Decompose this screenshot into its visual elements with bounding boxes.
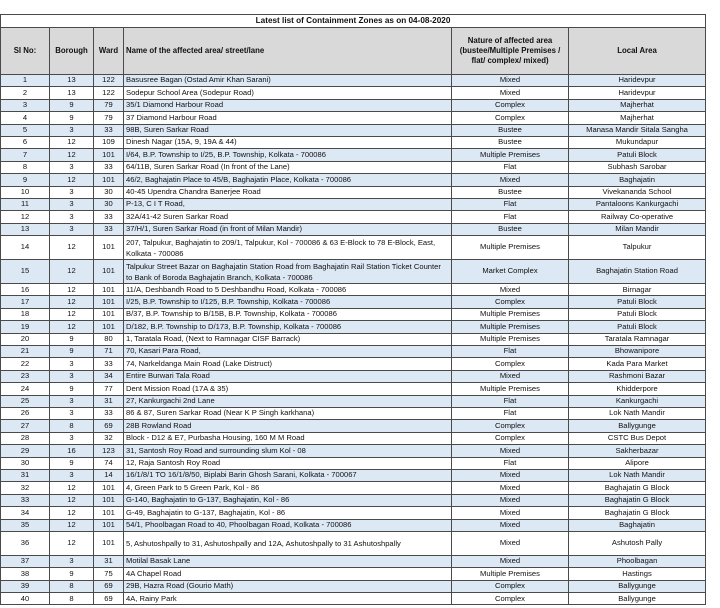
cell-nature: Mixed (452, 555, 569, 567)
cell-sl-no: 2 (1, 87, 50, 99)
cell-ward: 123 (94, 445, 124, 457)
table-row (1, 457, 706, 469)
cell-nature: Complex (452, 358, 569, 370)
cell-nature: Bustee (452, 136, 569, 148)
containment-zone-table (0, 14, 706, 605)
cell-borough: 9 (50, 346, 94, 358)
cell-ward: 33 (94, 358, 124, 370)
table-row (1, 236, 706, 260)
cell-sl-no: 23 (1, 370, 50, 382)
cell-sl-no: 28 (1, 432, 50, 444)
cell-nature: Multiple Premises (452, 236, 569, 260)
cell-local-area: Milan Mandir (569, 223, 706, 235)
cell-borough: 3 (50, 223, 94, 235)
cell-ward: 75 (94, 568, 124, 580)
table-row (1, 383, 706, 395)
cell-sl-no: 20 (1, 333, 50, 345)
cell-sl-no: 13 (1, 223, 50, 235)
cell-area: 40-45 Upendra Chandra Banerjee Road (124, 186, 452, 198)
cell-ward: 34 (94, 370, 124, 382)
cell-nature: Flat (452, 198, 569, 210)
cell-local-area: Majherhat (569, 99, 706, 111)
cell-nature: Mixed (452, 507, 569, 519)
cell-area: 74, Narkeldanga Main Road (Lake Distruct) (124, 358, 452, 370)
cell-borough: 12 (50, 482, 94, 494)
header-ward: Ward (94, 28, 124, 75)
cell-sl-no: 21 (1, 346, 50, 358)
table-row (1, 519, 706, 531)
cell-local-area: Haridevpur (569, 87, 706, 99)
cell-ward: 33 (94, 223, 124, 235)
cell-nature: Complex (452, 432, 569, 444)
cell-area: 207, Talpukur, Baghajatin to 209/1, Talpukur, Kol - 700086 & 63 E-Block to 78 E-Block, East, Kolkata - 700086 (124, 236, 452, 260)
cell-ward: 30 (94, 198, 124, 210)
cell-local-area: Birnagar (569, 284, 706, 296)
cell-area: 70, Kasari Para Road, (124, 346, 452, 358)
cell-sl-no: 38 (1, 568, 50, 580)
cell-local-area: Bhowanipore (569, 346, 706, 358)
cell-sl-no: 40 (1, 593, 50, 605)
table-row (1, 124, 706, 136)
cell-borough: 3 (50, 370, 94, 382)
cell-nature: Flat (452, 457, 569, 469)
cell-ward: 101 (94, 284, 124, 296)
cell-borough: 3 (50, 211, 94, 223)
table-row (1, 99, 706, 111)
cell-area: 11/A, Deshbandh Road to 5 Deshbandhu Road, Kolkata - 700086 (124, 284, 452, 296)
cell-borough: 3 (50, 161, 94, 173)
cell-nature: Bustee (452, 186, 569, 198)
cell-sl-no: 7 (1, 149, 50, 161)
cell-sl-no: 32 (1, 482, 50, 494)
table-row (1, 432, 706, 444)
cell-borough: 3 (50, 432, 94, 444)
cell-borough: 8 (50, 593, 94, 605)
cell-ward: 69 (94, 593, 124, 605)
cell-borough: 9 (50, 383, 94, 395)
cell-borough: 12 (50, 236, 94, 260)
cell-borough: 3 (50, 198, 94, 210)
cell-nature: Complex (452, 593, 569, 605)
cell-sl-no: 39 (1, 580, 50, 592)
header-local-area: Local Area (569, 28, 706, 75)
table-row (1, 87, 706, 99)
cell-ward: 101 (94, 260, 124, 284)
table-row (1, 469, 706, 481)
cell-area: Sodepur School Area (Sodepur Road) (124, 87, 452, 99)
table-row (1, 211, 706, 223)
cell-borough: 9 (50, 568, 94, 580)
cell-nature: Mixed (452, 284, 569, 296)
cell-ward: 122 (94, 87, 124, 99)
cell-area: 12, Raja Santosh Roy Road (124, 457, 452, 469)
cell-ward: 14 (94, 469, 124, 481)
header-row (1, 28, 706, 75)
cell-local-area: Baghajatin Station Road (569, 260, 706, 284)
cell-ward: 30 (94, 186, 124, 198)
cell-ward: 31 (94, 555, 124, 567)
table-row (1, 296, 706, 308)
cell-borough: 9 (50, 333, 94, 345)
cell-local-area: Talpukur (569, 236, 706, 260)
cell-nature: Complex (452, 99, 569, 111)
cell-area: 46/2, Baghajatin Place to 45/B, Baghajatin Place, Kolkata - 700086 (124, 174, 452, 186)
cell-local-area: Baghajatin G Block (569, 494, 706, 506)
cell-area: Motilal Basak Lane (124, 555, 452, 567)
cell-borough: 3 (50, 186, 94, 198)
cell-local-area: Subhash Sarobar (569, 161, 706, 173)
cell-nature: Mixed (452, 469, 569, 481)
cell-local-area: Taratala Ramnagar (569, 333, 706, 345)
cell-area: I/64, B.P. Township to I/25, B.P. Township, Kolkata - 700086 (124, 149, 452, 161)
table-row (1, 580, 706, 592)
cell-nature: Complex (452, 112, 569, 124)
table-row (1, 482, 706, 494)
table-row (1, 494, 706, 506)
cell-nature: Mixed (452, 174, 569, 186)
table-row (1, 531, 706, 555)
cell-sl-no: 27 (1, 420, 50, 432)
cell-area: 86 & 87, Suren Sarkar Road (Near K P Singh karkhana) (124, 407, 452, 419)
cell-sl-no: 6 (1, 136, 50, 148)
cell-area: 31, Santosh Roy Road and surrounding slum Kol - 08 (124, 445, 452, 457)
cell-sl-no: 10 (1, 186, 50, 198)
cell-ward: 101 (94, 519, 124, 531)
cell-borough: 12 (50, 260, 94, 284)
cell-local-area: Ballygunge (569, 420, 706, 432)
cell-area: 27, Kankurgachi 2nd Lane (124, 395, 452, 407)
cell-ward: 101 (94, 236, 124, 260)
header-borough: Borough (50, 28, 94, 75)
cell-sl-no: 29 (1, 445, 50, 457)
cell-nature: Flat (452, 395, 569, 407)
table-row (1, 284, 706, 296)
cell-local-area: Lok Nath Mandir (569, 469, 706, 481)
cell-ward: 33 (94, 407, 124, 419)
cell-ward: 74 (94, 457, 124, 469)
cell-nature: Multiple Premises (452, 308, 569, 320)
cell-ward: 101 (94, 482, 124, 494)
cell-borough: 9 (50, 99, 94, 111)
cell-ward: 33 (94, 211, 124, 223)
cell-ward: 101 (94, 494, 124, 506)
cell-area: 4A, Rainy Park (124, 593, 452, 605)
table-row (1, 186, 706, 198)
cell-local-area: Baghajatin G Block (569, 507, 706, 519)
title-row (1, 15, 706, 28)
table-row (1, 346, 706, 358)
cell-area: 16/1/8/1 TO 16/1/8/50, Biplabi Barin Ghosh Sarani, Kolkata - 700067 (124, 469, 452, 481)
cell-ward: 32 (94, 432, 124, 444)
cell-nature: Flat (452, 211, 569, 223)
cell-area: 32A/41-42 Suren Sarkar Road (124, 211, 452, 223)
cell-local-area: Kankurgachi (569, 395, 706, 407)
cell-sl-no: 34 (1, 507, 50, 519)
cell-sl-no: 36 (1, 531, 50, 555)
cell-borough: 3 (50, 407, 94, 419)
cell-borough: 3 (50, 555, 94, 567)
cell-local-area: Lok Nath Mandir (569, 407, 706, 419)
cell-borough: 8 (50, 580, 94, 592)
table-row (1, 223, 706, 235)
cell-borough: 9 (50, 457, 94, 469)
cell-borough: 16 (50, 445, 94, 457)
cell-local-area: Ashutosh Pally (569, 531, 706, 555)
cell-borough: 12 (50, 296, 94, 308)
cell-local-area: Vivekananda School (569, 186, 706, 198)
cell-area: 4, Green Park to 5 Green Park, Kol - 86 (124, 482, 452, 494)
cell-area: Dinesh Nagar (15A, 9, 19A & 44) (124, 136, 452, 148)
cell-ward: 31 (94, 395, 124, 407)
cell-area: 54/1, Phoolbagan Road to 40, Phoolbagan Road, Kolkata - 700086 (124, 519, 452, 531)
cell-area: Dent Mission Road (17A & 35) (124, 383, 452, 395)
cell-local-area: CSTC Bus Depot (569, 432, 706, 444)
cell-area: 1, Taratala Road, (Next to Ramnagar CISF Barrack) (124, 333, 452, 345)
cell-nature: Flat (452, 407, 569, 419)
table-row (1, 420, 706, 432)
cell-nature: Flat (452, 161, 569, 173)
cell-borough: 12 (50, 507, 94, 519)
table-row (1, 321, 706, 333)
cell-nature: Complex (452, 580, 569, 592)
cell-borough: 12 (50, 174, 94, 186)
cell-ward: 101 (94, 321, 124, 333)
table-row (1, 555, 706, 567)
cell-local-area: Railway Co-operative (569, 211, 706, 223)
cell-ward: 79 (94, 99, 124, 111)
cell-sl-no: 17 (1, 296, 50, 308)
table-row (1, 593, 706, 605)
cell-nature: Market Complex (452, 260, 569, 284)
cell-ward: 80 (94, 333, 124, 345)
cell-borough: 13 (50, 87, 94, 99)
cell-nature: Complex (452, 296, 569, 308)
cell-local-area: Patuli Block (569, 149, 706, 161)
cell-local-area: Baghajatin (569, 174, 706, 186)
cell-local-area: Mukundapur (569, 136, 706, 148)
cell-borough: 8 (50, 420, 94, 432)
cell-sl-no: 11 (1, 198, 50, 210)
cell-area: 37/H/1, Suren Sarkar Road (in front of Milan Mandir) (124, 223, 452, 235)
cell-area: Talpukur Street Bazar on Baghajatin Station Road from Baghajatin Rail Station Ticket Counter to Bank of Boroda Baghajatin Branch, Kolkata - 700086 (124, 260, 452, 284)
cell-nature: Mixed (452, 75, 569, 87)
cell-ward: 101 (94, 296, 124, 308)
cell-sl-no: 12 (1, 211, 50, 223)
cell-borough: 3 (50, 469, 94, 481)
cell-sl-no: 24 (1, 383, 50, 395)
cell-borough: 12 (50, 284, 94, 296)
table-row (1, 161, 706, 173)
cell-borough: 3 (50, 358, 94, 370)
cell-local-area: Majherhat (569, 112, 706, 124)
cell-area: 64/11B, Suren Sarkar Road (In front of the Lane) (124, 161, 452, 173)
cell-local-area: Alipore (569, 457, 706, 469)
cell-borough: 3 (50, 395, 94, 407)
cell-nature: Mixed (452, 519, 569, 531)
cell-sl-no: 9 (1, 174, 50, 186)
cell-local-area: Patuli Block (569, 296, 706, 308)
table-row (1, 308, 706, 320)
cell-ward: 109 (94, 136, 124, 148)
table-row (1, 112, 706, 124)
cell-ward: 101 (94, 531, 124, 555)
cell-area: 35/1 Diamond Harbour Road (124, 99, 452, 111)
cell-sl-no: 26 (1, 407, 50, 419)
cell-area: B/37, B.P. Township to B/15B, B.P. Township, Kolkata - 700086 (124, 308, 452, 320)
cell-ward: 101 (94, 308, 124, 320)
cell-ward: 101 (94, 507, 124, 519)
cell-local-area: Kada Para Market (569, 358, 706, 370)
table-row (1, 507, 706, 519)
cell-borough: 3 (50, 124, 94, 136)
table-row (1, 358, 706, 370)
cell-area: 29B, Hazra Road (Gourio Math) (124, 580, 452, 592)
cell-area: 4A Chapel Road (124, 568, 452, 580)
cell-sl-no: 15 (1, 260, 50, 284)
cell-sl-no: 19 (1, 321, 50, 333)
cell-sl-no: 3 (1, 99, 50, 111)
cell-local-area: Hastings (569, 568, 706, 580)
cell-sl-no: 35 (1, 519, 50, 531)
cell-borough: 12 (50, 308, 94, 320)
cell-area: G-140, Baghajatin to G-137, Baghajatin, Kol - 86 (124, 494, 452, 506)
cell-nature: Flat (452, 346, 569, 358)
cell-area: Entire Burwari Tala Road (124, 370, 452, 382)
table-row (1, 395, 706, 407)
cell-ward: 69 (94, 580, 124, 592)
cell-local-area: Ballygunge (569, 580, 706, 592)
cell-nature: Mixed (452, 87, 569, 99)
cell-local-area: Haridevpur (569, 75, 706, 87)
cell-area: Basusree Bagan (Ostad Amir Khan Sarani) (124, 75, 452, 87)
cell-local-area: Patuli Block (569, 308, 706, 320)
cell-nature: Multiple Premises (452, 321, 569, 333)
cell-sl-no: 33 (1, 494, 50, 506)
cell-nature: Complex (452, 420, 569, 432)
cell-local-area: Phoolbagan (569, 555, 706, 567)
cell-borough: 9 (50, 112, 94, 124)
cell-sl-no: 22 (1, 358, 50, 370)
cell-sl-no: 8 (1, 161, 50, 173)
cell-local-area: Patuli Block (569, 321, 706, 333)
table-row (1, 370, 706, 382)
table-row (1, 445, 706, 457)
cell-sl-no: 14 (1, 236, 50, 260)
cell-nature: Multiple Premises (452, 149, 569, 161)
cell-sl-no: 16 (1, 284, 50, 296)
cell-borough: 13 (50, 75, 94, 87)
table-row (1, 568, 706, 580)
cell-nature: Mixed (452, 494, 569, 506)
cell-nature: Mixed (452, 531, 569, 555)
cell-borough: 12 (50, 136, 94, 148)
cell-ward: 101 (94, 174, 124, 186)
table-row (1, 174, 706, 186)
cell-sl-no: 1 (1, 75, 50, 87)
cell-borough: 12 (50, 149, 94, 161)
cell-nature: Bustee (452, 223, 569, 235)
cell-nature: Bustee (452, 124, 569, 136)
header-nature: Nature of affected area (bustee/Multiple Premises / flat/ complex/ mixed) (452, 28, 569, 75)
cell-area: D/182, B.P. Township to D/173, B.P. Township, Kolkata - 700086 (124, 321, 452, 333)
cell-area: 28B Rowland Road (124, 420, 452, 432)
cell-ward: 77 (94, 383, 124, 395)
cell-local-area: Baghajatin (569, 519, 706, 531)
cell-local-area: Sakherbazar (569, 445, 706, 457)
cell-ward: 79 (94, 112, 124, 124)
cell-nature: Multiple Premises (452, 383, 569, 395)
cell-area: P-13, C I T Road, (124, 198, 452, 210)
cell-nature: Multiple Premises (452, 568, 569, 580)
cell-area: I/25, B.P. Township to I/125, B.P. Township, Kolkata - 700086 (124, 296, 452, 308)
cell-sl-no: 25 (1, 395, 50, 407)
cell-nature: Mixed (452, 445, 569, 457)
table-row (1, 198, 706, 210)
cell-borough: 12 (50, 321, 94, 333)
cell-borough: 12 (50, 494, 94, 506)
cell-local-area: Baghajatin G Block (569, 482, 706, 494)
cell-area: 5, Ashutoshpally to 31, Ashutoshpally and 12A, Ashutoshpally to 31 Ashutoshpally (124, 531, 452, 555)
cell-area: 98B, Suren Sarkar Road (124, 124, 452, 136)
cell-ward: 101 (94, 149, 124, 161)
cell-ward: 33 (94, 161, 124, 173)
cell-ward: 33 (94, 124, 124, 136)
cell-local-area: Khidderpore (569, 383, 706, 395)
cell-nature: Multiple Premises (452, 333, 569, 345)
cell-sl-no: 31 (1, 469, 50, 481)
header-area: Name of the affected area/ street/lane (124, 28, 452, 75)
cell-ward: 71 (94, 346, 124, 358)
table-row (1, 333, 706, 345)
cell-sl-no: 5 (1, 124, 50, 136)
cell-sl-no: 37 (1, 555, 50, 567)
cell-ward: 69 (94, 420, 124, 432)
cell-sl-no: 30 (1, 457, 50, 469)
cell-area: Block - D12 & E7, Purbasha Housing, 160 M M Road (124, 432, 452, 444)
cell-area: 37 Diamond Harbour Road (124, 112, 452, 124)
containment-zone-sheet (0, 14, 706, 605)
cell-sl-no: 4 (1, 112, 50, 124)
cell-borough: 12 (50, 531, 94, 555)
cell-sl-no: 18 (1, 308, 50, 320)
table-row (1, 149, 706, 161)
table-title: Latest list of Containment Zones as on 04-08-2020 (1, 15, 706, 28)
table-row (1, 75, 706, 87)
cell-nature: Mixed (452, 482, 569, 494)
cell-local-area: Manasa Mandir Sitala Sangha (569, 124, 706, 136)
header-sl-no: Sl No: (1, 28, 50, 75)
table-row (1, 136, 706, 148)
cell-ward: 122 (94, 75, 124, 87)
cell-local-area: Rashmoni Bazar (569, 370, 706, 382)
cell-area: G-49, Baghajatin to G-137, Baghajatin, Kol - 86 (124, 507, 452, 519)
table-row (1, 407, 706, 419)
table-row (1, 260, 706, 284)
cell-borough: 12 (50, 519, 94, 531)
cell-local-area: Ballygunge (569, 593, 706, 605)
cell-nature: Mixed (452, 370, 569, 382)
cell-local-area: Pantaloons Kankurgachi (569, 198, 706, 210)
